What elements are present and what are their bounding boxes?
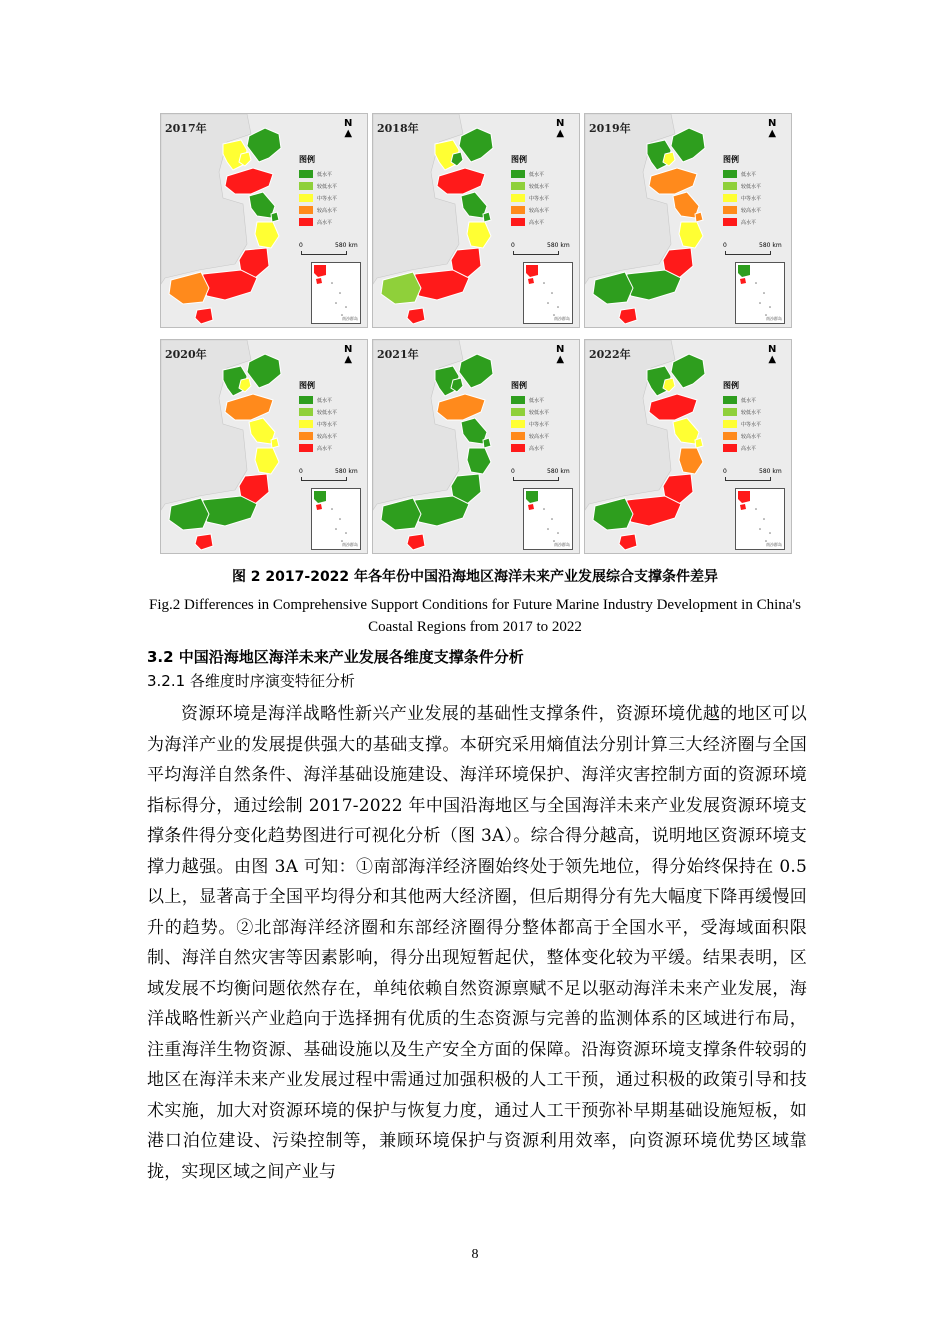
province-guangdong: [625, 270, 681, 300]
legend-label: 较低水平: [741, 183, 762, 190]
map-legend: [723, 154, 783, 228]
legend-item: [511, 418, 571, 430]
scale-bar: 0 580 km: [299, 468, 359, 482]
legend-item: [723, 418, 783, 430]
province-liaoning: [247, 128, 281, 162]
north-arrow-icon: N ▲: [768, 118, 777, 139]
legend-title: 图例: [299, 381, 315, 390]
province-guangdong: [625, 496, 681, 526]
legend-label: 中等水平: [741, 195, 762, 202]
scale-bar: 0 580 km: [511, 468, 571, 482]
province-guangdong: [413, 270, 469, 300]
legend-swatch: [511, 420, 525, 428]
province-guangxi: [593, 272, 633, 304]
legend-item: [511, 442, 571, 454]
legend-label: 较低水平: [529, 183, 550, 190]
scale-bar: 0 580 km: [723, 242, 783, 256]
legend-item: [299, 406, 359, 418]
province-hainan: [195, 308, 213, 324]
legend-item: [511, 180, 571, 192]
province-guangxi: [381, 272, 421, 304]
legend-item: [299, 192, 359, 204]
scale-bar: 0 580 km: [723, 468, 783, 482]
legend-label: 高水平: [741, 219, 757, 226]
province-shanghai: [695, 212, 703, 222]
province-guangdong: [413, 496, 469, 526]
legend-item: [299, 204, 359, 216]
legend-label: 较高水平: [317, 433, 338, 440]
province-shandong: [225, 168, 273, 194]
panel-year-label: 2022年: [589, 348, 631, 361]
province-liaoning: [247, 354, 281, 388]
scale-bar: 0 580 km: [511, 242, 571, 256]
province-shanghai: [483, 212, 491, 222]
province-guangdong: [201, 270, 257, 300]
legend-swatch: [299, 194, 313, 202]
legend-swatch: [299, 218, 313, 226]
legend-item: [723, 394, 783, 406]
province-hainan: [407, 534, 425, 550]
legend-item: [723, 204, 783, 216]
legend-swatch: [723, 170, 737, 178]
province-shanghai: [271, 438, 279, 448]
legend-item: [511, 406, 571, 418]
province-zhejiang: [679, 222, 703, 248]
panel-year-label: 2017年: [165, 122, 207, 135]
legend-item: [299, 418, 359, 430]
legend-swatch: [299, 444, 313, 452]
province-guangxi: [169, 498, 209, 530]
legend-item: [299, 442, 359, 454]
legend-label: 较高水平: [741, 433, 762, 440]
legend-label: 较高水平: [317, 207, 338, 214]
panel-year-label: 2018年: [377, 122, 419, 135]
north-arrow-icon: N ▲: [556, 344, 565, 365]
legend-swatch: [511, 444, 525, 452]
province-shanghai: [483, 438, 491, 448]
body-paragraph: 资源环境是海洋战略性新兴产业发展的基础性支撑条件，资源环境优越的地区可以为海洋产业的发展提供强大的基础支撑。本研究采用熵值法分别计算三大经济圈与全国平均海洋自然条件、海洋基础设施建设、海洋环境保护、海洋灾害控制方面的资源环境指标得分，通过绘制 2017-2022 年中国沿海地区与全国海洋未来产业发展资源环境支撑条件得分变化趋势图进行可视化分析（图 3A）。综合得分越高，说明地区资源环境支撑力越强。由图 3A 可知：①南部海洋经济圈始终处于领先地位，得分始终保持在 0.5 以上，显著高于全国平均得分和其他两大经济圈，但后期得分有先大幅度下降再缓慢回升的趋势。②北部海洋经济圈和东部经济圈得分整体都高于全国水平，受海域面积限制、海洋自然灾害等因素影响，得分出现短暂起伏，整体变化较为平缓。结果表明，区域发展不均衡问题依然存在，单纯依赖自然资源禀赋不足以驱动海洋未来产业发展，海洋战略性新兴产业趋向于选择拥有优质的生态资源与完善的监测体系的区域进行布局，注重海洋生物资源、基础设施以及生产安全方面的保障。沿海资源环境支撑条件较弱的地区在海洋未来产业发展过程中需通过加强积极的人工干预，通过积极的政策引导和技术实施，加大对资源环境的保护与恢复力度，通过人工干预弥补早期基础设施短板，如港口泊位建设、污染控制等，兼顾环境保护与资源利用效率，向资源环境优势区域靠拢，实现区域之间产业与: [147, 704, 807, 1182]
section-heading: 3.2 中国沿海地区海洋未来产业发展各维度支撑条件分析: [147, 648, 524, 666]
legend-swatch: [511, 182, 525, 190]
legend-swatch: [723, 432, 737, 440]
province-hainan: [619, 308, 637, 324]
panel-year-label: 2020年: [165, 348, 207, 361]
legend-item: [723, 192, 783, 204]
inset-label: 南沙群岛: [766, 542, 782, 547]
legend-swatch: [299, 420, 313, 428]
scale-bar: 0 580 km: [299, 242, 359, 256]
legend-item: [511, 216, 571, 228]
province-liaoning: [459, 128, 493, 162]
legend-item: [511, 192, 571, 204]
province-zhejiang: [467, 448, 491, 474]
legend-swatch: [511, 170, 525, 178]
legend-swatch: [299, 432, 313, 440]
inset-label: 南沙群岛: [766, 316, 782, 321]
legend-label: 中等水平: [741, 421, 762, 428]
map-panel: [584, 339, 792, 554]
legend-label: 较低水平: [317, 409, 338, 416]
province-zhejiang: [255, 222, 279, 248]
province-zhejiang: [679, 448, 703, 474]
legend-item: [723, 430, 783, 442]
legend-item: [299, 168, 359, 180]
legend-label: 较高水平: [529, 207, 550, 214]
legend-label: 低水平: [741, 397, 757, 404]
legend-item: [511, 394, 571, 406]
inset-label: 南沙群岛: [554, 316, 570, 321]
legend-swatch: [511, 218, 525, 226]
legend-label: 较低水平: [529, 409, 550, 416]
province-shandong: [649, 168, 697, 194]
legend-swatch: [723, 206, 737, 214]
map-panel: [584, 113, 792, 328]
legend-item: [511, 430, 571, 442]
legend-title: 图例: [511, 381, 527, 390]
province-shandong: [225, 394, 273, 420]
legend-item: [299, 394, 359, 406]
map-legend: [511, 380, 571, 454]
legend-label: 高水平: [529, 445, 545, 452]
legend-item: [299, 216, 359, 228]
legend-swatch: [511, 396, 525, 404]
inset-label: 南沙群岛: [342, 542, 358, 547]
map-panel: [372, 113, 580, 328]
map-panel: [372, 339, 580, 554]
inland-region: [373, 114, 463, 284]
province-shanghai: [271, 212, 279, 222]
legend-item: [723, 168, 783, 180]
inland-region: [161, 340, 251, 510]
map-legend: [299, 154, 359, 228]
north-arrow-icon: N ▲: [556, 118, 565, 139]
legend-item: [511, 204, 571, 216]
legend-swatch: [723, 218, 737, 226]
legend-item: [511, 168, 571, 180]
map-panel: [160, 339, 368, 554]
inland-region: [373, 340, 463, 510]
panel-year-label: 2021年: [377, 348, 419, 361]
legend-label: 较高水平: [741, 207, 762, 214]
legend-item: [723, 216, 783, 228]
legend-swatch: [299, 408, 313, 416]
panel-year-label: 2019年: [589, 122, 631, 135]
legend-swatch: [723, 444, 737, 452]
legend-label: 低水平: [529, 171, 545, 178]
page-number: 8: [471, 1247, 479, 1262]
legend-label: 低水平: [741, 171, 757, 178]
legend-swatch: [723, 182, 737, 190]
province-guangxi: [169, 272, 209, 304]
figure-2-map-grid: [160, 113, 790, 553]
inset-label: 南沙群岛: [554, 542, 570, 547]
legend-swatch: [299, 396, 313, 404]
legend-label: 高水平: [529, 219, 545, 226]
legend-label: 较高水平: [529, 433, 550, 440]
legend-label: 高水平: [741, 445, 757, 452]
map-legend: [723, 380, 783, 454]
province-hainan: [407, 308, 425, 324]
legend-label: 较低水平: [317, 183, 338, 190]
legend-label: 中等水平: [317, 421, 338, 428]
legend-label: 低水平: [317, 397, 333, 404]
map-legend: [299, 380, 359, 454]
inland-region: [585, 340, 675, 510]
south-china-sea-inset: [735, 262, 785, 324]
south-china-sea-inset: [523, 262, 573, 324]
south-china-sea-inset: [735, 488, 785, 550]
north-arrow-icon: N ▲: [768, 344, 777, 365]
province-shandong: [437, 394, 485, 420]
inset-label: 南沙群岛: [342, 316, 358, 321]
legend-title: 图例: [723, 155, 739, 164]
province-hainan: [195, 534, 213, 550]
province-liaoning: [459, 354, 493, 388]
legend-item: [299, 430, 359, 442]
subsection-heading: 3.2.1 各维度时序演变特征分析: [147, 672, 355, 690]
legend-item: [723, 442, 783, 454]
province-guangdong: [201, 496, 257, 526]
province-liaoning: [671, 354, 705, 388]
legend-title: 图例: [299, 155, 315, 164]
legend-label: 较低水平: [741, 409, 762, 416]
legend-swatch: [299, 182, 313, 190]
figure-caption-cn: 图 2 2017-2022 年各年份中国沿海地区海洋未来产业发展综合支撑条件差异: [231, 569, 719, 585]
legend-swatch: [511, 194, 525, 202]
legend-label: 高水平: [317, 219, 333, 226]
province-hainan: [619, 534, 637, 550]
legend-label: 中等水平: [317, 195, 338, 202]
legend-label: 低水平: [529, 397, 545, 404]
province-shandong: [437, 168, 485, 194]
province-guangxi: [381, 498, 421, 530]
legend-swatch: [723, 420, 737, 428]
south-china-sea-inset: [311, 262, 361, 324]
legend-swatch: [299, 170, 313, 178]
province-zhejiang: [255, 448, 279, 474]
province-guangxi: [593, 498, 633, 530]
inland-region: [585, 114, 675, 284]
map-legend: [511, 154, 571, 228]
province-shanghai: [695, 438, 703, 448]
legend-item: [723, 180, 783, 192]
province-zhejiang: [467, 222, 491, 248]
legend-swatch: [723, 396, 737, 404]
legend-swatch: [723, 194, 737, 202]
province-liaoning: [671, 128, 705, 162]
south-china-sea-inset: [523, 488, 573, 550]
legend-swatch: [299, 206, 313, 214]
legend-label: 高水平: [317, 445, 333, 452]
legend-title: 图例: [511, 155, 527, 164]
province-shandong: [649, 394, 697, 420]
legend-label: 中等水平: [529, 195, 550, 202]
north-arrow-icon: N ▲: [344, 344, 353, 365]
legend-title: 图例: [723, 381, 739, 390]
legend-label: 中等水平: [529, 421, 550, 428]
figure-caption-en: Fig.2 Differences in Comprehensive Support Conditions for Future Marine Industry Development in China's Coastal Regions from 2017 to 2022: [149, 597, 801, 635]
legend-swatch: [511, 206, 525, 214]
legend-item: [299, 180, 359, 192]
legend-label: 低水平: [317, 171, 333, 178]
north-arrow-icon: N ▲: [344, 118, 353, 139]
south-china-sea-inset: [311, 488, 361, 550]
legend-item: [723, 406, 783, 418]
inland-region: [161, 114, 251, 284]
legend-swatch: [511, 408, 525, 416]
legend-swatch: [723, 408, 737, 416]
legend-swatch: [511, 432, 525, 440]
map-panel: [160, 113, 368, 328]
